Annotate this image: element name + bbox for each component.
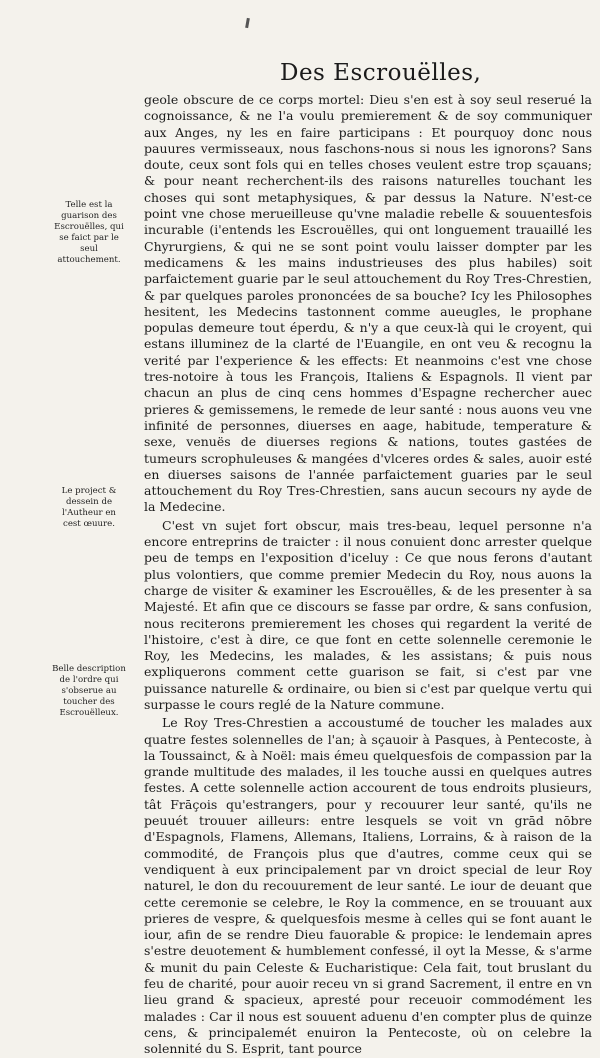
ink-mark xyxy=(245,18,250,28)
paragraph-2: C'est vn sujet fort obscur, mais tres-beau, lequel personne n'a encore entreprins de traicter : il nous conuient donc arrester quelque peu de temps en l'exposition d'iceluy : Ce que nous ferons d'autant plus volontiers, que comme premier Medecin du Roy, nous auons la charge de visiter & examiner les Escrouëlles, & de les presenter à sa Majesté. Et afin que ce discours se fasse par ordre, & sans confusion, nous reciterons premierement les choses qui regardent la verité de l'histoire, c'est à dire, ce que font en cette solennelle ceremonie le Roy, les Medecins, les malades, & les assistans; & puis nous expliquerons comment cette guarison se fait, si c'est par vne puissance naturelle & ordinaire, ou bien si c'est par quelque vertu qui surpasse le cours reglé de la Nature commune. xyxy=(144,517,592,712)
running-title: Des Escrouëlles, xyxy=(280,60,482,86)
side-note-dessein: Le project & dessein de l'Autheur en cest œuure. xyxy=(61,486,117,529)
paragraph-1: geole obscure de ce corps mortel: Dieu s'en est à soy seul reserué la cognoissance, & ne l'a voulu premierement & de soy communiquer aux Anges, ny les en faire participans : Et pourquoy donc nous pauures vermisseaux, nous faschons-nous si nous les ignorons? Sans doute, ceux sont fols qui en telles choses veulent estre trop sçauans; & pour neant recherchent-ils des raisons naturelles touchant les choses qui sont metaphysiques, & par dessus la Nature. N'est-ce point vne chose merueilleuse qu'vne maladie rebelle & souuentesfois incurable (i'entends les Escrouëlles, qui ont longuement trauaillé les Chyrurgiens, & qui ne se sont point voulu laisser dompter par les medicamens & les mains industrieuses des plus habiles) soit parfaictement guarie par le seul attouchement du Roy Tres-Chrestien, & par quelques paroles prononcées de sa bouche? Icy les Philosophes hesitent, les Medecins tastonnent comme aueugles, le prophane populas demeure tout éperdu, & n'y a que ceux-là qui le croyent, qui estans illuminez de la clarté de l'Euangile, en ont veu & recognu la verité par l'experience & les effects: Et neanmoins c'est vne chose tres-notoire à tous les François, Italiens & Espagnols. Il vient par chacun an plus de cinq cens hommes d'Espagne rechercher auec prieres & gemissemens, le remede de leur santé : nous auons veu vne infinité de personnes, diuerses en aage, habitude, temperature & sexe, venuës de diuerses regions & nations, toutes gastées de tumeurs scrophuleuses & mangées d'vlceres ordes & sales, auoir esté en diuerses saisons de l'année parfaictement guaries par le seul attouchement du Roy Tres-Chrestien, sans aucun secours ny ayde de la Medecine. xyxy=(144,92,592,515)
body-text xyxy=(144,92,592,1058)
side-note-guarison: Telle est la guarison des Escrouëlles, qui se faict par le seul attouchement. xyxy=(54,200,124,265)
side-note-ordre: Belle description de l'ordre qui s'obserue au toucher des Escrouëlleux. xyxy=(52,664,126,718)
paragraph-3: Le Roy Tres-Chrestien a accoustumé de toucher les malades aux quatre festes solennelles de l'an; à sçauoir à Pasques, à Pentecoste, à la Toussainct, & à Noël: mais émeu quelquesfois de compassion par la grande multitude des malades, il les touche aussi en quelques autres festes. A cette solennelle action accourent de tous endroits plusieurs, tât Frāçois qu'estrangers, pour y recouurer leur santé, qu'ils ne peuuét trouuer ailleurs: entre lesquels se voit vn grād nōbre d'Espagnols, Flamens, Allemans, Italiens, Lorrains, & à raison de la commodité, de François plus que d'autres, comme ceux qui se vendiquent à eux principalement par vn droict special de leur Roy naturel, le don du recouurement de leur santé. Le iour de deuant que cette ceremonie se celebre, le Roy la commence, en se trouuant aux prieres de vespre, & quelquesfois mesme à celles qui se font auant le iour, afin de se rendre Dieu fauorable & propice: le lendemain apres s'estre deuotement & humblement confessé, il oyt la Messe, & s'arme & munit du pain Celeste & Eucharistique: Cela fait, tout bruslant du feu de charité, pour auoir receu vn si grand Sacrement, il entre en vn lieu grand & spacieux, apresté pour receuoir commodément les malades : Car il nous est souuent aduenu d'en compter plus de quinze cens, & principalemét enuiron la Pentecoste, où on celebre la solennité du S. Esprit, tant pource xyxy=(144,715,592,1057)
